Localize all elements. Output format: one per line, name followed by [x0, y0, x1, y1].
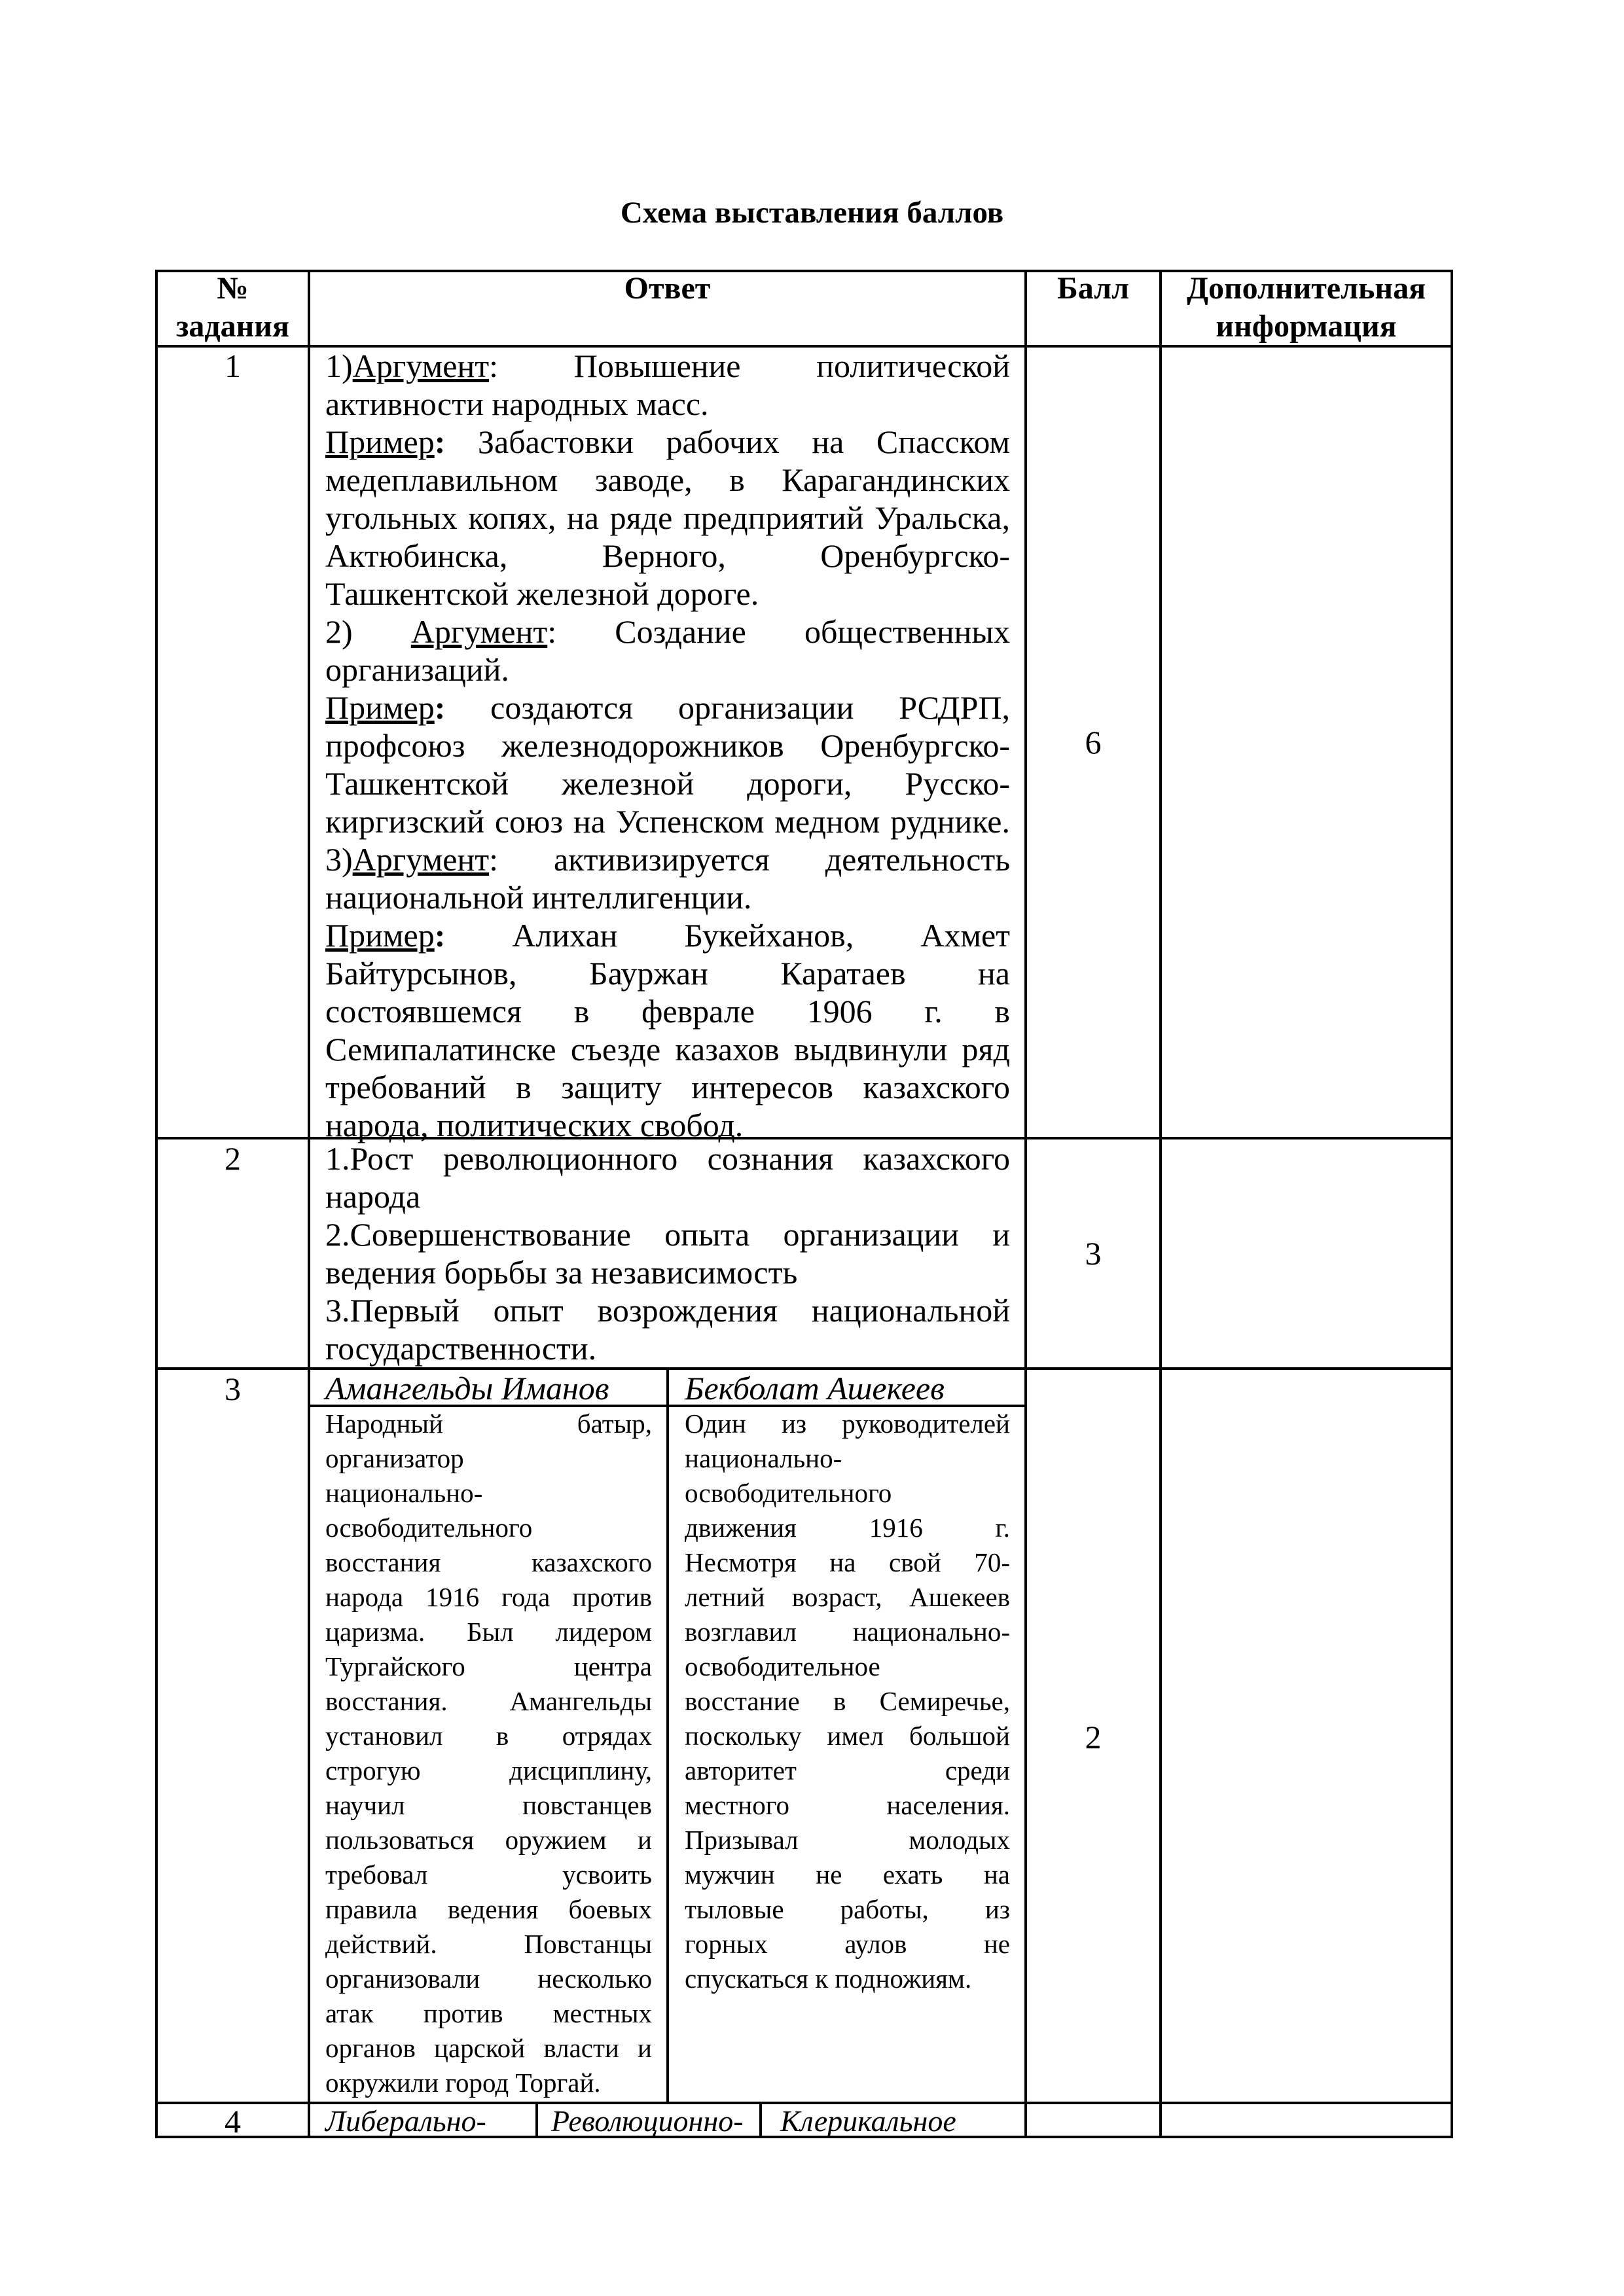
row1-argument-2-cont: организаций. — [325, 651, 509, 688]
row3-right-line-1: Один из руководителей — [685, 1408, 1010, 1439]
example-1-text: Забастовки рабочих на Спасском — [477, 423, 1011, 460]
row3-left-line-18: атак против местных — [325, 1998, 652, 2028]
row1-example-2 — [325, 689, 1010, 726]
header-extra — [1162, 270, 1451, 346]
row1-example-2-line4: киргизский союз на Успенском медном руднике. — [325, 803, 1010, 840]
row1-example-1-line5: Ташкентской железной дороге. — [325, 575, 759, 612]
row3-right-line-8: освободительное — [685, 1651, 880, 1681]
row2-line-1: 1.Рост революционного сознания казахского — [325, 1140, 1010, 1177]
row3-left-line-19: органов царской власти и — [325, 2033, 652, 2063]
row3-left-line-8: Тургайского центра — [325, 1651, 652, 1681]
header-extra-line2: информация — [1216, 309, 1397, 344]
row3-right-line-3: освободительного — [685, 1478, 892, 1508]
row1-example-3-line2: Байтурсынов, Бауржан Каратаев на — [325, 955, 1010, 992]
row2-score: 3 — [1085, 1235, 1102, 1272]
row3-right-line-14: мужчин не ехать на — [685, 1859, 1010, 1890]
table-border-right — [1451, 270, 1453, 2138]
row3-mid-divider — [666, 1367, 669, 2102]
row3-right-line-11: авторитет среди — [685, 1755, 1010, 1785]
row1-example-1-line4: Актюбинска, Верного, Оренбургско- — [325, 537, 1010, 574]
row4-cell-3: Клерикальное — [780, 2104, 956, 2138]
row4-cell-1: Либерально- — [325, 2104, 486, 2138]
row3-right-line-7: возглавил национально- — [685, 1617, 1010, 1647]
row2-line-6: государственности. — [325, 1330, 597, 1367]
row3-left-line-1: Народный батыр, — [325, 1408, 652, 1439]
col-divider-score — [1159, 270, 1162, 2138]
argument-3-text: активизируется деятельность — [553, 841, 1011, 878]
row1-example-2-line2: профсоюз железнодорожников Оренбургско- — [325, 727, 1010, 764]
row3-left-title: Амангельды Иманов — [325, 1370, 609, 1407]
row3-score: 2 — [1085, 1719, 1102, 1755]
row3-right-title: Бекболат Ашекеев — [685, 1370, 945, 1407]
row1-example-3-line4: Семипалатинске съезде казахов выдвинули ряд — [325, 1031, 1010, 1067]
header-num-label: задания — [176, 309, 289, 344]
row3-left-line-7: царизма. Был лидером — [325, 1617, 652, 1647]
header-score: Балл — [1056, 271, 1129, 306]
row3-right-line-2: национально- — [685, 1443, 842, 1473]
row4-divider-b — [759, 2102, 762, 2138]
example-2-heading: Пример: — [325, 689, 446, 726]
row4-divider-a — [535, 2102, 538, 2138]
row3-num: 3 — [225, 1371, 241, 1407]
row1-example-1-line3: угольных копях, на ряде предприятий Уральска, — [325, 499, 1010, 536]
row3-left-line-15: правила ведения боевых — [325, 1894, 652, 1924]
row1-example-1 — [325, 423, 1010, 461]
row3-right-line-16: горных аулов не — [685, 1929, 1010, 1959]
header-extra-line1: Дополнительная — [1186, 271, 1426, 306]
row1-argument-2: 2) Аргумент: Создание общественных — [325, 613, 1011, 650]
row3-right-line-5: Несмотря на свой 70- — [685, 1547, 1010, 1577]
table-border-left — [155, 270, 158, 2138]
page-title: Схема выставления баллов — [620, 196, 1004, 230]
row3-left-line-20: окружили город Торгай. — [325, 2068, 601, 2098]
row3-left-line-5: восстания казахского — [325, 1547, 652, 1577]
row2-line-2: народа — [325, 1178, 421, 1215]
row2-line-5: 3.Первый опыт возрождения национальной — [325, 1292, 1010, 1329]
argument-2-text: Создание общественных — [615, 613, 1011, 650]
row3-left-line-9: восстания. Амангельды — [325, 1686, 652, 1716]
example-2-text: создаются организации РСДРП, — [490, 689, 1010, 726]
row1-example-3-line6: народа, политических свобод. — [325, 1107, 744, 1143]
row1-argument-3-cont: национальной интеллигенции. — [325, 879, 752, 916]
row3-right-line-12: местного населения. — [685, 1790, 1010, 1820]
row1-argument-3 — [325, 840, 1010, 878]
argument-2-heading: Аргумент: — [410, 613, 557, 650]
row3-left-line-17: организовали несколько — [325, 1964, 652, 1994]
row3-left-line-13: пользоваться оружием и — [325, 1825, 652, 1855]
row3-right-line-13: Призывал молодых — [685, 1825, 1010, 1855]
row4-num: 4 — [225, 2103, 241, 2140]
row3-left-line-16: действий. Повстанцы — [325, 1929, 652, 1959]
row1-argument-1-cont: активности народных масс. — [325, 386, 709, 422]
row3-left-line-10: установил в отрядах — [325, 1721, 652, 1751]
row1-num: 1 — [225, 348, 241, 384]
row3-left-line-2: организатор — [325, 1443, 464, 1473]
row2-line-4: ведения борьбы за независимость — [325, 1254, 798, 1291]
row1-score: 6 — [1085, 724, 1102, 761]
argument-3-heading: 3)Аргумент: — [325, 841, 498, 878]
row2-line-3: 2.Совершенствование опыта организации и — [325, 1216, 1010, 1253]
row1-example-3-line5: требований в защиту интересов казахского — [325, 1069, 1010, 1105]
row3-left-line-11: строгую дисциплину, — [325, 1755, 652, 1785]
row3-left-line-12: научил повстанцев — [325, 1790, 652, 1820]
row3-right-line-6: летний возраст, Ашекеев — [685, 1582, 1010, 1612]
row1-example-3 — [325, 916, 1010, 954]
col-divider-answer — [1024, 270, 1027, 2138]
row1-argument-1 — [325, 347, 1010, 385]
row3-right-line-9: восстание в Семиречье, — [685, 1686, 1010, 1716]
row2-num: 2 — [225, 1140, 241, 1177]
row1-example-1-line2: медеплавильном заводе, в Карагандинских — [325, 461, 1010, 498]
example-1-heading: Пример: — [325, 423, 446, 460]
argument-1-heading: 1)Аргумент: — [325, 348, 498, 384]
row1-example-3-line3: состоявшемся в феврале 1906 г. в — [325, 993, 1010, 1030]
argument-1-text: Повышение политической — [573, 348, 1011, 384]
row3-right-line-17: спускаться к подножиям. — [685, 1964, 972, 1994]
row1-example-2-line3: Ташкентской железной дороги, Русско- — [325, 765, 1010, 802]
example-3-heading: Пример: — [325, 917, 446, 954]
col-divider-num — [308, 270, 310, 2138]
row3-left-line-6: народа 1916 года против — [325, 1582, 652, 1612]
row4-cell-2: Революционно- — [551, 2104, 744, 2138]
header-num-symbol: № — [217, 271, 249, 306]
row3-right-line-10: поскольку имел большой — [685, 1721, 1010, 1751]
row3-left-line-14: требовал усвоить — [325, 1859, 652, 1890]
row3-left-line-4: освободительного — [325, 1513, 533, 1543]
header-num — [158, 270, 308, 346]
row3-right-line-4: движения 1916 г. — [685, 1513, 1010, 1543]
row3-left-line-3: национально- — [325, 1478, 483, 1508]
example-3-text: Алихан Букейханов, Ахмет — [512, 917, 1011, 954]
header-answer: Ответ — [624, 271, 711, 306]
row3-right-line-15: тыловые работы, из — [685, 1894, 1010, 1924]
